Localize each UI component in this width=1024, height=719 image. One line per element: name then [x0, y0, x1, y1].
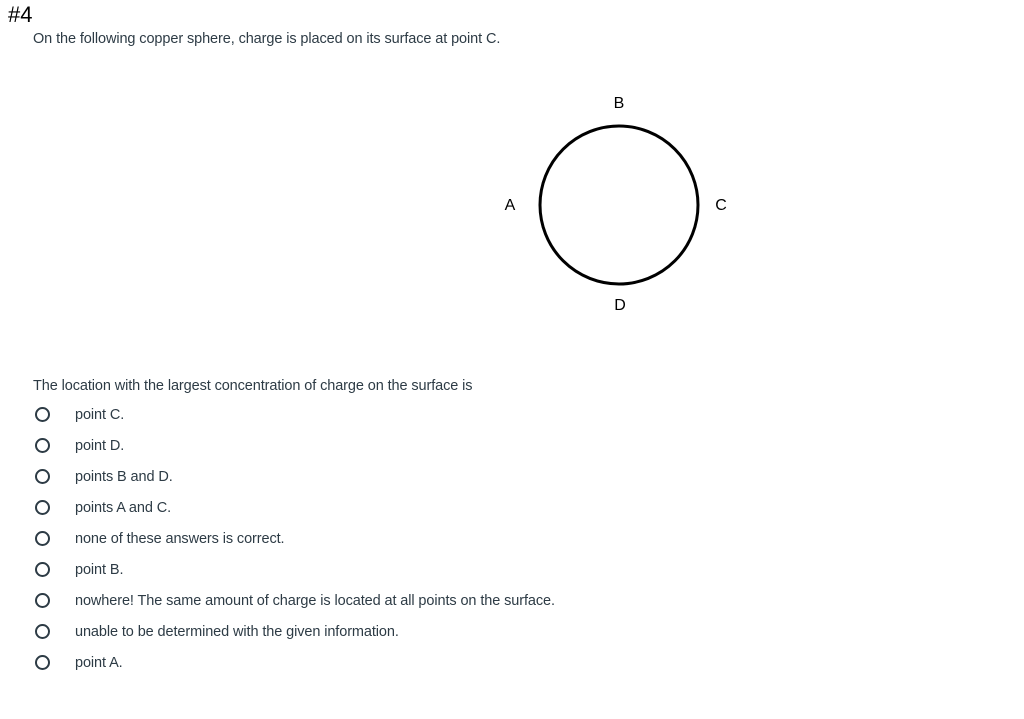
- point-label-d: D: [614, 297, 626, 314]
- radio-button[interactable]: [35, 655, 50, 670]
- radio-button[interactable]: [35, 407, 50, 422]
- answer-label: points B and D.: [75, 468, 173, 485]
- radio-button[interactable]: [35, 531, 50, 546]
- radio-button[interactable]: [35, 562, 50, 577]
- answer-option[interactable]: [33, 430, 555, 461]
- answer-option[interactable]: [33, 585, 555, 616]
- point-label-a: A: [504, 197, 516, 214]
- radio-button[interactable]: [35, 469, 50, 484]
- answer-option[interactable]: [33, 399, 555, 430]
- answer-label: points A and C.: [75, 499, 172, 516]
- answer-label: unable to be determined with the given information.: [75, 623, 399, 640]
- point-label-c: C: [715, 197, 727, 214]
- question-number: #4: [8, 2, 33, 27]
- answer-option[interactable]: [33, 554, 555, 585]
- answer-option[interactable]: [33, 492, 555, 523]
- answer-option[interactable]: [33, 461, 555, 492]
- answer-label: point A.: [75, 654, 123, 671]
- answer-label: point C.: [75, 406, 125, 423]
- answer-option[interactable]: [33, 647, 555, 678]
- radio-button[interactable]: [35, 624, 50, 639]
- answer-label: none of these answers is correct.: [75, 530, 285, 547]
- answer-label: point D.: [75, 437, 125, 454]
- question-prompt: On the following copper sphere, charge is placed on its surface at point C.: [33, 31, 501, 47]
- answer-label: point B.: [75, 561, 124, 578]
- answer-label: nowhere! The same amount of charge is located at all points on the surface.: [75, 592, 555, 609]
- point-label-b: B: [613, 95, 625, 112]
- radio-button[interactable]: [35, 438, 50, 453]
- question-stem: The location with the largest concentration of charge on the surface is: [33, 378, 473, 394]
- copper-sphere-circle: [540, 126, 698, 284]
- radio-button[interactable]: [35, 593, 50, 608]
- answer-list: [33, 399, 555, 678]
- radio-button[interactable]: [35, 500, 50, 515]
- answer-option[interactable]: [33, 616, 555, 647]
- answer-option[interactable]: [33, 523, 555, 554]
